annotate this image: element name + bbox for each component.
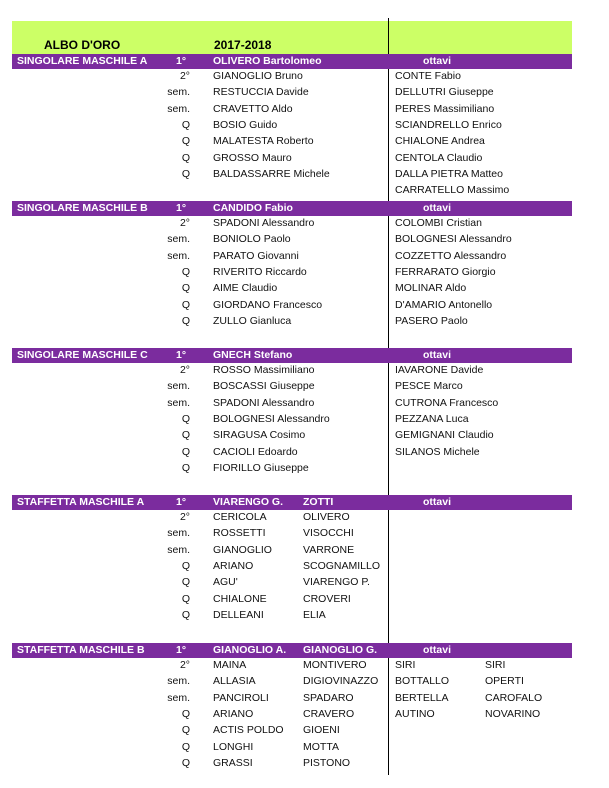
rank-label: Q bbox=[181, 592, 190, 605]
section-title: STAFFETTA MASCHILE A bbox=[17, 496, 145, 508]
player-name: BONIOLO Paolo bbox=[213, 233, 291, 246]
player-name: PARATO Giovanni bbox=[213, 249, 299, 262]
player-name: BOSIO Guido bbox=[213, 119, 278, 132]
winner-name: GIANOGLIO A. bbox=[213, 644, 287, 656]
ottavi-partner: OPERTI bbox=[485, 675, 524, 688]
ottavi-player: PERES Massimiliano bbox=[395, 102, 495, 115]
column-divider bbox=[388, 18, 389, 775]
rank-label: sem. bbox=[167, 380, 190, 393]
player-name: GIANOGLIO Bruno bbox=[213, 70, 303, 82]
player-name: CACIOLI Edoardo bbox=[213, 445, 298, 458]
player-name: ALLASIA bbox=[213, 675, 256, 688]
player-name: GIANOGLIO bbox=[213, 543, 272, 556]
rank-label: sem. bbox=[167, 233, 190, 246]
ottavi-player: DALLA PIETRA Matteo bbox=[395, 168, 503, 181]
partner-name: MOTTA bbox=[303, 740, 339, 753]
rank-label: Q bbox=[181, 315, 190, 328]
player-name: SIRAGUSA Cosimo bbox=[213, 429, 306, 442]
player-name: BOSCASSI Giuseppe bbox=[213, 380, 315, 393]
rank-label: Q bbox=[181, 413, 190, 426]
partner-name: OLIVERO bbox=[303, 511, 350, 523]
player-name: GROSSO Mauro bbox=[213, 151, 292, 164]
ottavi-player: COZZETTO Alessandro bbox=[395, 249, 507, 262]
player-name: RIVERITO Riccardo bbox=[213, 266, 307, 279]
rank-label: sem. bbox=[167, 527, 190, 540]
winner-name: OLIVERO Bartolomeo bbox=[213, 55, 322, 67]
ottavi-player: SCIANDRELLO Enrico bbox=[395, 119, 502, 132]
ottavi-player: PEZZANA Luca bbox=[395, 413, 469, 426]
header-title: ALBO D'ORO bbox=[44, 38, 121, 52]
rank-label: 2° bbox=[179, 511, 190, 523]
rank-label: 2° bbox=[179, 659, 190, 671]
ottavi-label: ottavi bbox=[423, 644, 452, 656]
ottavi-player: D'AMARIO Antonello bbox=[395, 298, 493, 311]
winner-name: GIANOGLIO G. bbox=[303, 644, 378, 656]
ottavi-partner: NOVARINO bbox=[485, 708, 541, 721]
rank-label: Q bbox=[181, 724, 190, 737]
section-title: SINGOLARE MASCHILE A bbox=[17, 55, 148, 67]
player-name: ROSSO Massimiliano bbox=[213, 364, 315, 376]
player-name: AGU' bbox=[213, 576, 238, 589]
player-name: MALATESTA Roberto bbox=[213, 135, 314, 148]
player-name: AIME Claudio bbox=[213, 282, 278, 295]
winner-rank: 1° bbox=[176, 349, 187, 361]
player-name: ZULLO Gianluca bbox=[213, 315, 292, 328]
ottavi-label: ottavi bbox=[423, 202, 452, 214]
section-title: SINGOLARE MASCHILE B bbox=[17, 202, 148, 214]
rank-label: Q bbox=[181, 135, 190, 148]
rank-label: Q bbox=[181, 757, 190, 770]
section-title: SINGOLARE MASCHILE C bbox=[17, 349, 148, 361]
ottavi-player: AUTINO bbox=[395, 708, 435, 721]
rank-label: 2° bbox=[179, 217, 190, 229]
rank-label: sem. bbox=[167, 102, 190, 115]
player-name: ARIANO bbox=[213, 708, 254, 721]
partner-name: CRAVERO bbox=[303, 708, 355, 721]
winner-name: CANDIDO Fabio bbox=[213, 202, 293, 214]
player-name: ROSSETTI bbox=[213, 527, 266, 540]
partner-name: CROVERI bbox=[303, 592, 351, 605]
player-name: DELLEANI bbox=[213, 609, 264, 622]
ottavi-player: DELLUTRI Giuseppe bbox=[395, 86, 494, 99]
rank-label: sem. bbox=[167, 249, 190, 262]
player-name: SPADONI Alessandro bbox=[213, 396, 315, 409]
rank-label: sem. bbox=[167, 691, 190, 704]
player-name: LONGHI bbox=[213, 740, 254, 753]
header-season: 2017-2018 bbox=[214, 38, 272, 52]
winner-rank: 1° bbox=[176, 644, 187, 656]
ottavi-player: SILANOS Michele bbox=[395, 445, 480, 458]
ottavi-player: GEMIGNANI Claudio bbox=[395, 429, 494, 442]
ottavi-player: SIRI bbox=[395, 659, 416, 671]
rank-label: Q bbox=[181, 429, 190, 442]
rank-label: Q bbox=[181, 168, 190, 181]
player-name: ACTIS POLDO bbox=[213, 724, 284, 737]
ottavi-partner: SIRI bbox=[485, 659, 506, 671]
winner-rank: 1° bbox=[176, 496, 187, 508]
rank-label: Q bbox=[181, 576, 190, 589]
player-name: CERICOLA bbox=[213, 511, 267, 523]
ottavi-player: BOTTALLO bbox=[395, 675, 450, 688]
player-name: BALDASSARRE Michele bbox=[213, 168, 330, 181]
rank-label: sem. bbox=[167, 396, 190, 409]
ottavi-player: MOLINAR Aldo bbox=[395, 282, 467, 295]
player-name: PANCIROLI bbox=[213, 691, 269, 704]
rank-label: 2° bbox=[179, 364, 190, 376]
partner-name: SPADARO bbox=[303, 691, 354, 704]
partner-name: VIARENGO P. bbox=[303, 576, 370, 589]
player-name: FIORILLO Giuseppe bbox=[213, 462, 309, 475]
winner-name: ZOTTI bbox=[303, 496, 334, 508]
winner-name: GNECH Stefano bbox=[213, 349, 293, 361]
player-name: GRASSI bbox=[213, 757, 253, 770]
rank-label: Q bbox=[181, 119, 190, 132]
partner-name: ELIA bbox=[303, 609, 326, 622]
ottavi-player: COLOMBI Cristian bbox=[395, 217, 482, 229]
ottavi-player: BERTELLA bbox=[395, 691, 449, 704]
rank-label: Q bbox=[181, 708, 190, 721]
partner-name: PISTONO bbox=[303, 757, 351, 770]
winner-rank: 1° bbox=[176, 55, 187, 67]
rank-label: sem. bbox=[167, 543, 190, 556]
rank-label: Q bbox=[181, 445, 190, 458]
player-name: CHIALONE bbox=[213, 592, 267, 605]
ottavi-player: CUTRONA Francesco bbox=[395, 396, 499, 409]
player-name: CRAVETTO Aldo bbox=[213, 102, 293, 115]
winner-name: VIARENGO G. bbox=[213, 496, 284, 508]
ottavi-player: PASERO Paolo bbox=[395, 315, 468, 328]
ottavi-label: ottavi bbox=[423, 55, 452, 67]
player-name: ARIANO bbox=[213, 560, 254, 573]
ottavi-player: PESCE Marco bbox=[395, 380, 463, 393]
player-name: MAINA bbox=[213, 659, 247, 671]
ottavi-label: ottavi bbox=[423, 496, 452, 508]
ottavi-player: BOLOGNESI Alessandro bbox=[395, 233, 512, 246]
player-name: SPADONI Alessandro bbox=[213, 217, 315, 229]
rank-label: Q bbox=[181, 151, 190, 164]
partner-name: MONTIVERO bbox=[303, 659, 367, 671]
rank-label: 2° bbox=[179, 70, 190, 82]
ottavi-player: IAVARONE Davide bbox=[395, 364, 484, 376]
rank-label: Q bbox=[181, 462, 190, 475]
section-title: STAFFETTA MASCHILE B bbox=[17, 644, 145, 656]
rank-label: Q bbox=[181, 282, 190, 295]
ottavi-player: CONTE Fabio bbox=[395, 70, 461, 82]
player-name: RESTUCCIA Davide bbox=[213, 86, 309, 99]
partner-name: SCOGNAMILLO bbox=[303, 560, 381, 573]
partner-name: VARRONE bbox=[303, 543, 355, 556]
ottavi-player: FERRARATO Giorgio bbox=[395, 266, 496, 279]
rank-label: Q bbox=[181, 298, 190, 311]
rank-label: Q bbox=[181, 266, 190, 279]
player-name: BOLOGNESI Alessandro bbox=[213, 413, 330, 426]
ottavi-label: ottavi bbox=[423, 349, 452, 361]
rank-label: Q bbox=[181, 609, 190, 622]
partner-name: GIOENI bbox=[303, 724, 340, 737]
ottavi-partner: CAROFALO bbox=[485, 691, 543, 704]
player-name: GIORDANO Francesco bbox=[213, 298, 323, 311]
ottavi-player: CHIALONE Andrea bbox=[395, 135, 485, 148]
ottavi-player: CENTOLA Claudio bbox=[395, 151, 483, 164]
winner-rank: 1° bbox=[176, 202, 187, 214]
partner-name: VISOCCHI bbox=[303, 527, 354, 540]
rank-label: sem. bbox=[167, 86, 190, 99]
rank-label: sem. bbox=[167, 675, 190, 688]
partner-name: DIGIOVINAZZO bbox=[303, 675, 379, 688]
rank-label: Q bbox=[181, 560, 190, 573]
rank-label: Q bbox=[181, 740, 190, 753]
ottavi-player: CARRATELLO Massimo bbox=[395, 184, 510, 197]
